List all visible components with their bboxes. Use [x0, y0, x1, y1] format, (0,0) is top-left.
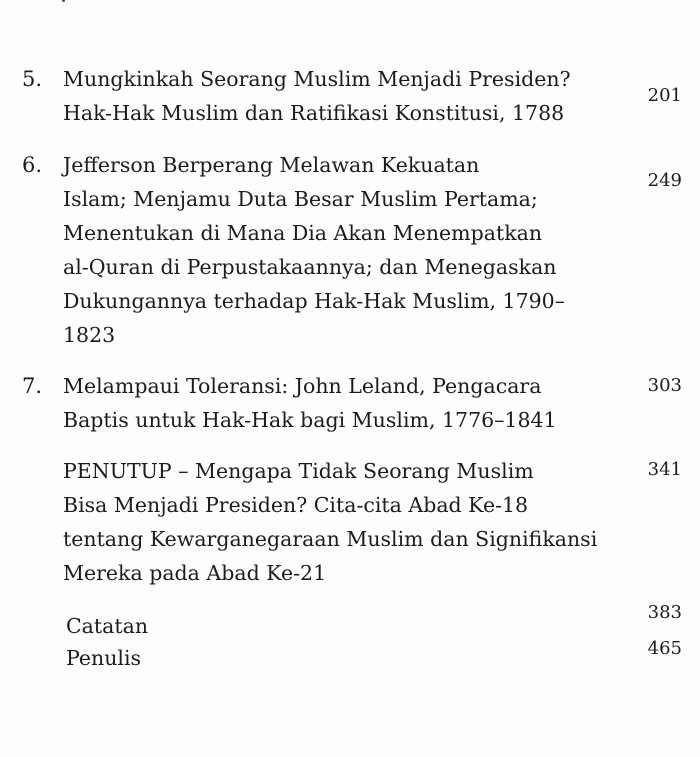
toc-entry-line: Mereka pada Abad Ke-21 — [63, 561, 327, 585]
toc-entry-catatan — [0, 602, 700, 643]
toc-page-number: 383 — [647, 602, 682, 623]
toc-page-number: 465 — [647, 638, 682, 659]
toc-entry-title — [63, 148, 603, 352]
toc-page-number: 249 — [647, 170, 682, 191]
toc-entry-line: Jefferson Berperang Melawan Kekuatan — [63, 153, 480, 177]
toc-entry-line: Islam; Menjamu Duta Besar Muslim Pertama; — [63, 187, 538, 211]
paper-speck — [62, 0, 65, 2]
toc-entry-penulis — [0, 638, 700, 675]
toc-entry-penutup — [0, 454, 700, 594]
toc-entry-number: 6. — [22, 153, 43, 177]
toc-entry-title — [66, 641, 606, 675]
toc-entry-title — [63, 454, 603, 590]
toc-entry-line: Catatan — [66, 614, 149, 638]
toc-entry-line: Dukungannya terhadap Hak-Hak Muslim, 1790– — [63, 289, 565, 313]
toc-entry-line: PENUTUP – Mengapa Tidak Seorang Muslim — [63, 459, 534, 483]
toc-entry-5 — [0, 62, 700, 142]
toc-entry-number: 7. — [22, 374, 43, 398]
toc-entry-line: Hak-Hak Muslim dan Ratifikasi Konstitusi, 1788 — [63, 101, 565, 125]
toc-entry-line: Menentukan di Mana Dia Akan Menempatkan — [63, 221, 543, 245]
toc-entry-title — [66, 609, 606, 643]
toc-entry-line: Melampaui Toleransi: John Leland, Pengacara — [63, 374, 542, 398]
toc-entry-line: Bisa Menjadi Presiden? Cita-cita Abad Ke-18 — [63, 493, 529, 517]
toc-page-number: 303 — [647, 375, 682, 396]
toc-page-number: 201 — [647, 85, 682, 106]
toc-page-number: 341 — [647, 459, 682, 480]
toc-entry-line: 1823 — [63, 323, 116, 347]
toc-entry-line: tentang Kewarganegaraan Muslim dan Signifikansi — [63, 527, 598, 551]
toc-entry-line: Baptis untuk Hak-Hak bagi Muslim, 1776–1841 — [63, 408, 557, 432]
toc-entry-number: 5. — [22, 67, 43, 91]
toc-entry-title — [63, 369, 603, 437]
toc-entry-6 — [0, 148, 700, 358]
toc-entry-line: Mungkinkah Seorang Muslim Menjadi Presiden? — [63, 67, 571, 91]
toc-entry-7 — [0, 369, 700, 441]
toc-entry-line: Penulis — [66, 646, 142, 670]
toc-entry-line: al-Quran di Perpustakaannya; dan Menegaskan — [63, 255, 557, 279]
toc-entry-title — [63, 62, 603, 130]
